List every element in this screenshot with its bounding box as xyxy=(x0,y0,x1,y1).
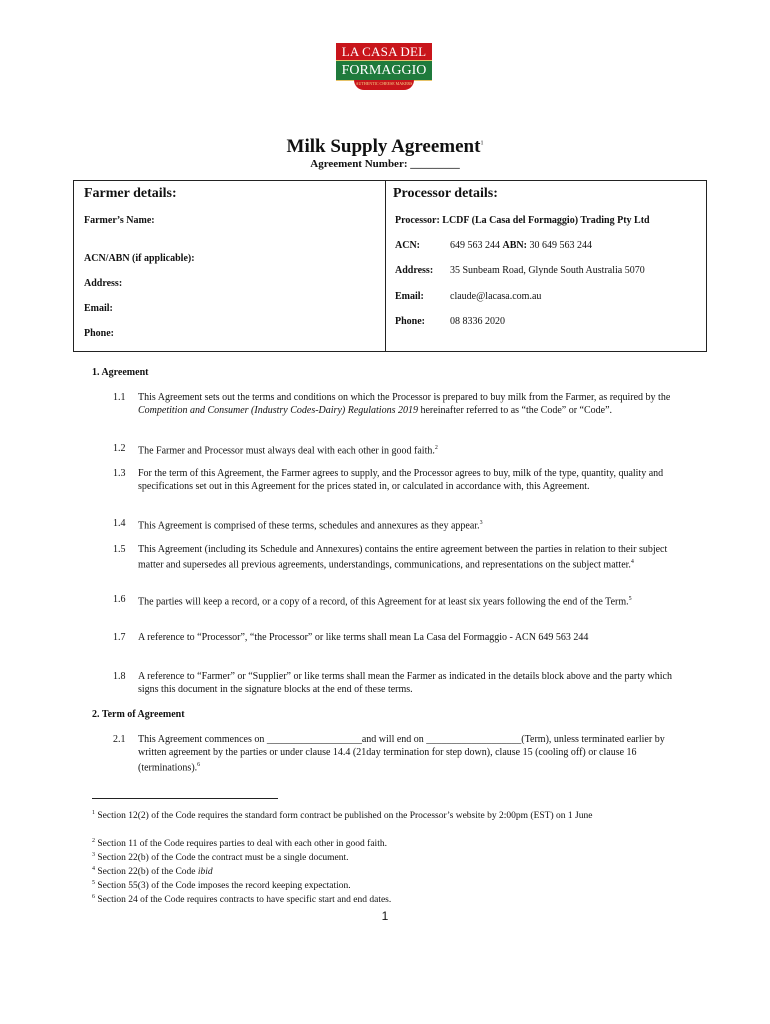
clause-number: 1.6 xyxy=(113,594,126,605)
clause-number: 1.7 xyxy=(113,632,126,643)
details-table xyxy=(73,180,707,352)
farmer-email-label: Email: xyxy=(84,303,113,314)
column-divider xyxy=(385,181,386,351)
title-text: Milk Supply Agreement xyxy=(286,136,481,157)
title-footnote-ref: 1 xyxy=(480,140,484,147)
footnote-text: Section 24 of the Code requires contracts to have specific start and end dates. xyxy=(97,895,392,906)
footnote-text: Section 22(b) of the Code the contract must be a single document. xyxy=(97,853,349,864)
footnote-text: Section 12(2) of the Code requires the standard form contract be published on the Processor’s website by 2:00pm (EST) on 1 June xyxy=(97,811,593,822)
processor-phone-value: 08 8336 2020 xyxy=(450,316,505,327)
processor-abn-value: 30 649 563 244 xyxy=(529,240,592,251)
clause-number: 1.1 xyxy=(113,392,126,403)
document-title xyxy=(0,136,770,158)
clause-text xyxy=(138,442,683,457)
farmer-name-label: Farmer’s Name: xyxy=(84,215,155,226)
clause-text: A reference to “Processor”, “the Processor” or like terms shall mean La Casa del Formaggio - ACN 649 563 244 xyxy=(138,632,589,643)
farmer-phone-label: Phone: xyxy=(84,328,114,339)
processor-address-value: 35 Sunbeam Road, Glynde South Australia 5070 xyxy=(450,265,645,276)
processor-abn-label: ABN: xyxy=(502,240,527,251)
clause-text xyxy=(138,593,683,608)
clause-number: 1.8 xyxy=(113,671,126,682)
clause-body: This Agreement is comprised of these terms, schedules and annexures as they appear. xyxy=(138,520,480,532)
footnote-ref: 2 xyxy=(434,445,438,451)
footnote-text: Section 55(3) of the Code imposes the record keeping expectation. xyxy=(97,881,351,892)
footnote-number: 1 xyxy=(92,810,95,816)
footnote-ref: 4 xyxy=(630,559,634,565)
section-2-heading: 2. Term of Agreement xyxy=(92,709,185,720)
footnote-ref: 5 xyxy=(628,596,632,602)
footnote-number: 3 xyxy=(92,852,95,858)
processor-details-heading: Processor details: xyxy=(393,186,498,201)
clause-number: 2.1 xyxy=(113,734,126,745)
farmer-acn-label: ACN/ABN (if applicable): xyxy=(84,253,195,264)
footnote-number: 2 xyxy=(92,838,95,844)
processor-phone-label: Phone: xyxy=(395,316,425,327)
clause-body: The parties will keep a record, or a copy of a record, of this Agreement for at least six years following the end of the Term. xyxy=(138,596,629,608)
agreement-number: Agreement Number: _________ xyxy=(310,158,460,170)
footnote-text: Section 22(b) of the Code xyxy=(97,867,198,878)
page-number: 1 xyxy=(381,909,389,923)
logo-line-1: LA CASA DEL xyxy=(336,43,432,60)
footnote-number: 6 xyxy=(92,894,95,900)
clause-number: 1.5 xyxy=(113,544,126,555)
processor-email-label: Email: xyxy=(395,291,424,302)
section-1-heading: 1. Agreement xyxy=(92,367,149,378)
clause-body: This Agreement commences on ___________________and will end on ___________________(Term), unless terminated earlier by written agreement by the parties or under clause 14.4 (21day termination for step down), clause 15 (cooling off) or clause 16 (terminations). xyxy=(138,734,665,774)
processor-address-label: Address: xyxy=(395,265,434,276)
logo-tagline: AUTHENTIC CHEESE MAKERS xyxy=(354,80,414,90)
processor-acn-label: ACN: xyxy=(395,240,420,251)
footnote-6 xyxy=(92,891,702,907)
clause-text: A reference to “Farmer” or “Supplier” or like terms shall mean the Farmer as indicated in the details block above and the party which signs this document in the signature blocks at the end of these terms. xyxy=(138,671,672,695)
clause-number: 1.3 xyxy=(113,468,126,479)
footnote-number: 4 xyxy=(92,866,95,872)
clause-text-start: This Agreement sets out the terms and conditions on which the Processor is prepared to buy milk from the Farmer, as required by the xyxy=(138,392,671,403)
processor-name: Processor: LCDF (La Casa del Formaggio) Trading Pty Ltd xyxy=(395,215,650,226)
clause-text xyxy=(138,391,683,417)
footnote-1 xyxy=(92,807,702,823)
clause-number: 1.4 xyxy=(113,518,126,529)
clause-number: 1.2 xyxy=(113,443,126,454)
clause-body: This Agreement (including its Schedule and Annexures) contains the entire agreement between the parties in relation to their subject matter and supersedes all previous agreements, understandings, communications, and representations on the subject matter. xyxy=(138,544,668,571)
processor-acn-value: 649 563 244 xyxy=(450,240,500,251)
company-logo xyxy=(336,43,432,93)
clause-text: For the term of this Agreement, the Farmer agrees to supply, and the Processor agrees to buy, milk of the type, quantity, quality and specifications set out in this Agreement for the prices stated in, or calculated in accordance with, this Agreement. xyxy=(138,468,664,492)
clause-text-end: hereinafter referred to as “the Code” or “Code”. xyxy=(417,405,613,416)
clause-text xyxy=(138,543,683,571)
footnote-ref: 6 xyxy=(197,762,201,768)
logo-line-2: FORMAGGIO xyxy=(336,60,432,81)
farmer-address-label: Address: xyxy=(84,278,123,289)
processor-acn-line xyxy=(450,240,592,251)
footnote-separator xyxy=(92,798,278,799)
footnote-ref: 3 xyxy=(479,520,483,526)
footnote-number: 5 xyxy=(92,880,95,886)
farmer-details-heading: Farmer details: xyxy=(84,186,177,201)
processor-email-value: claude@lacasa.com.au xyxy=(450,291,542,302)
clause-text xyxy=(138,517,683,532)
footnote-text: Section 11 of the Code requires parties to deal with each other in good faith. xyxy=(97,839,387,850)
clause-body: The Farmer and Processor must always deal with each other in good faith. xyxy=(138,445,435,457)
footnote-italic: ibid xyxy=(197,867,213,878)
regulation-title: Competition and Consumer (Industry Codes-Dairy) Regulations 2019 xyxy=(138,405,418,416)
clause-text xyxy=(138,733,683,774)
